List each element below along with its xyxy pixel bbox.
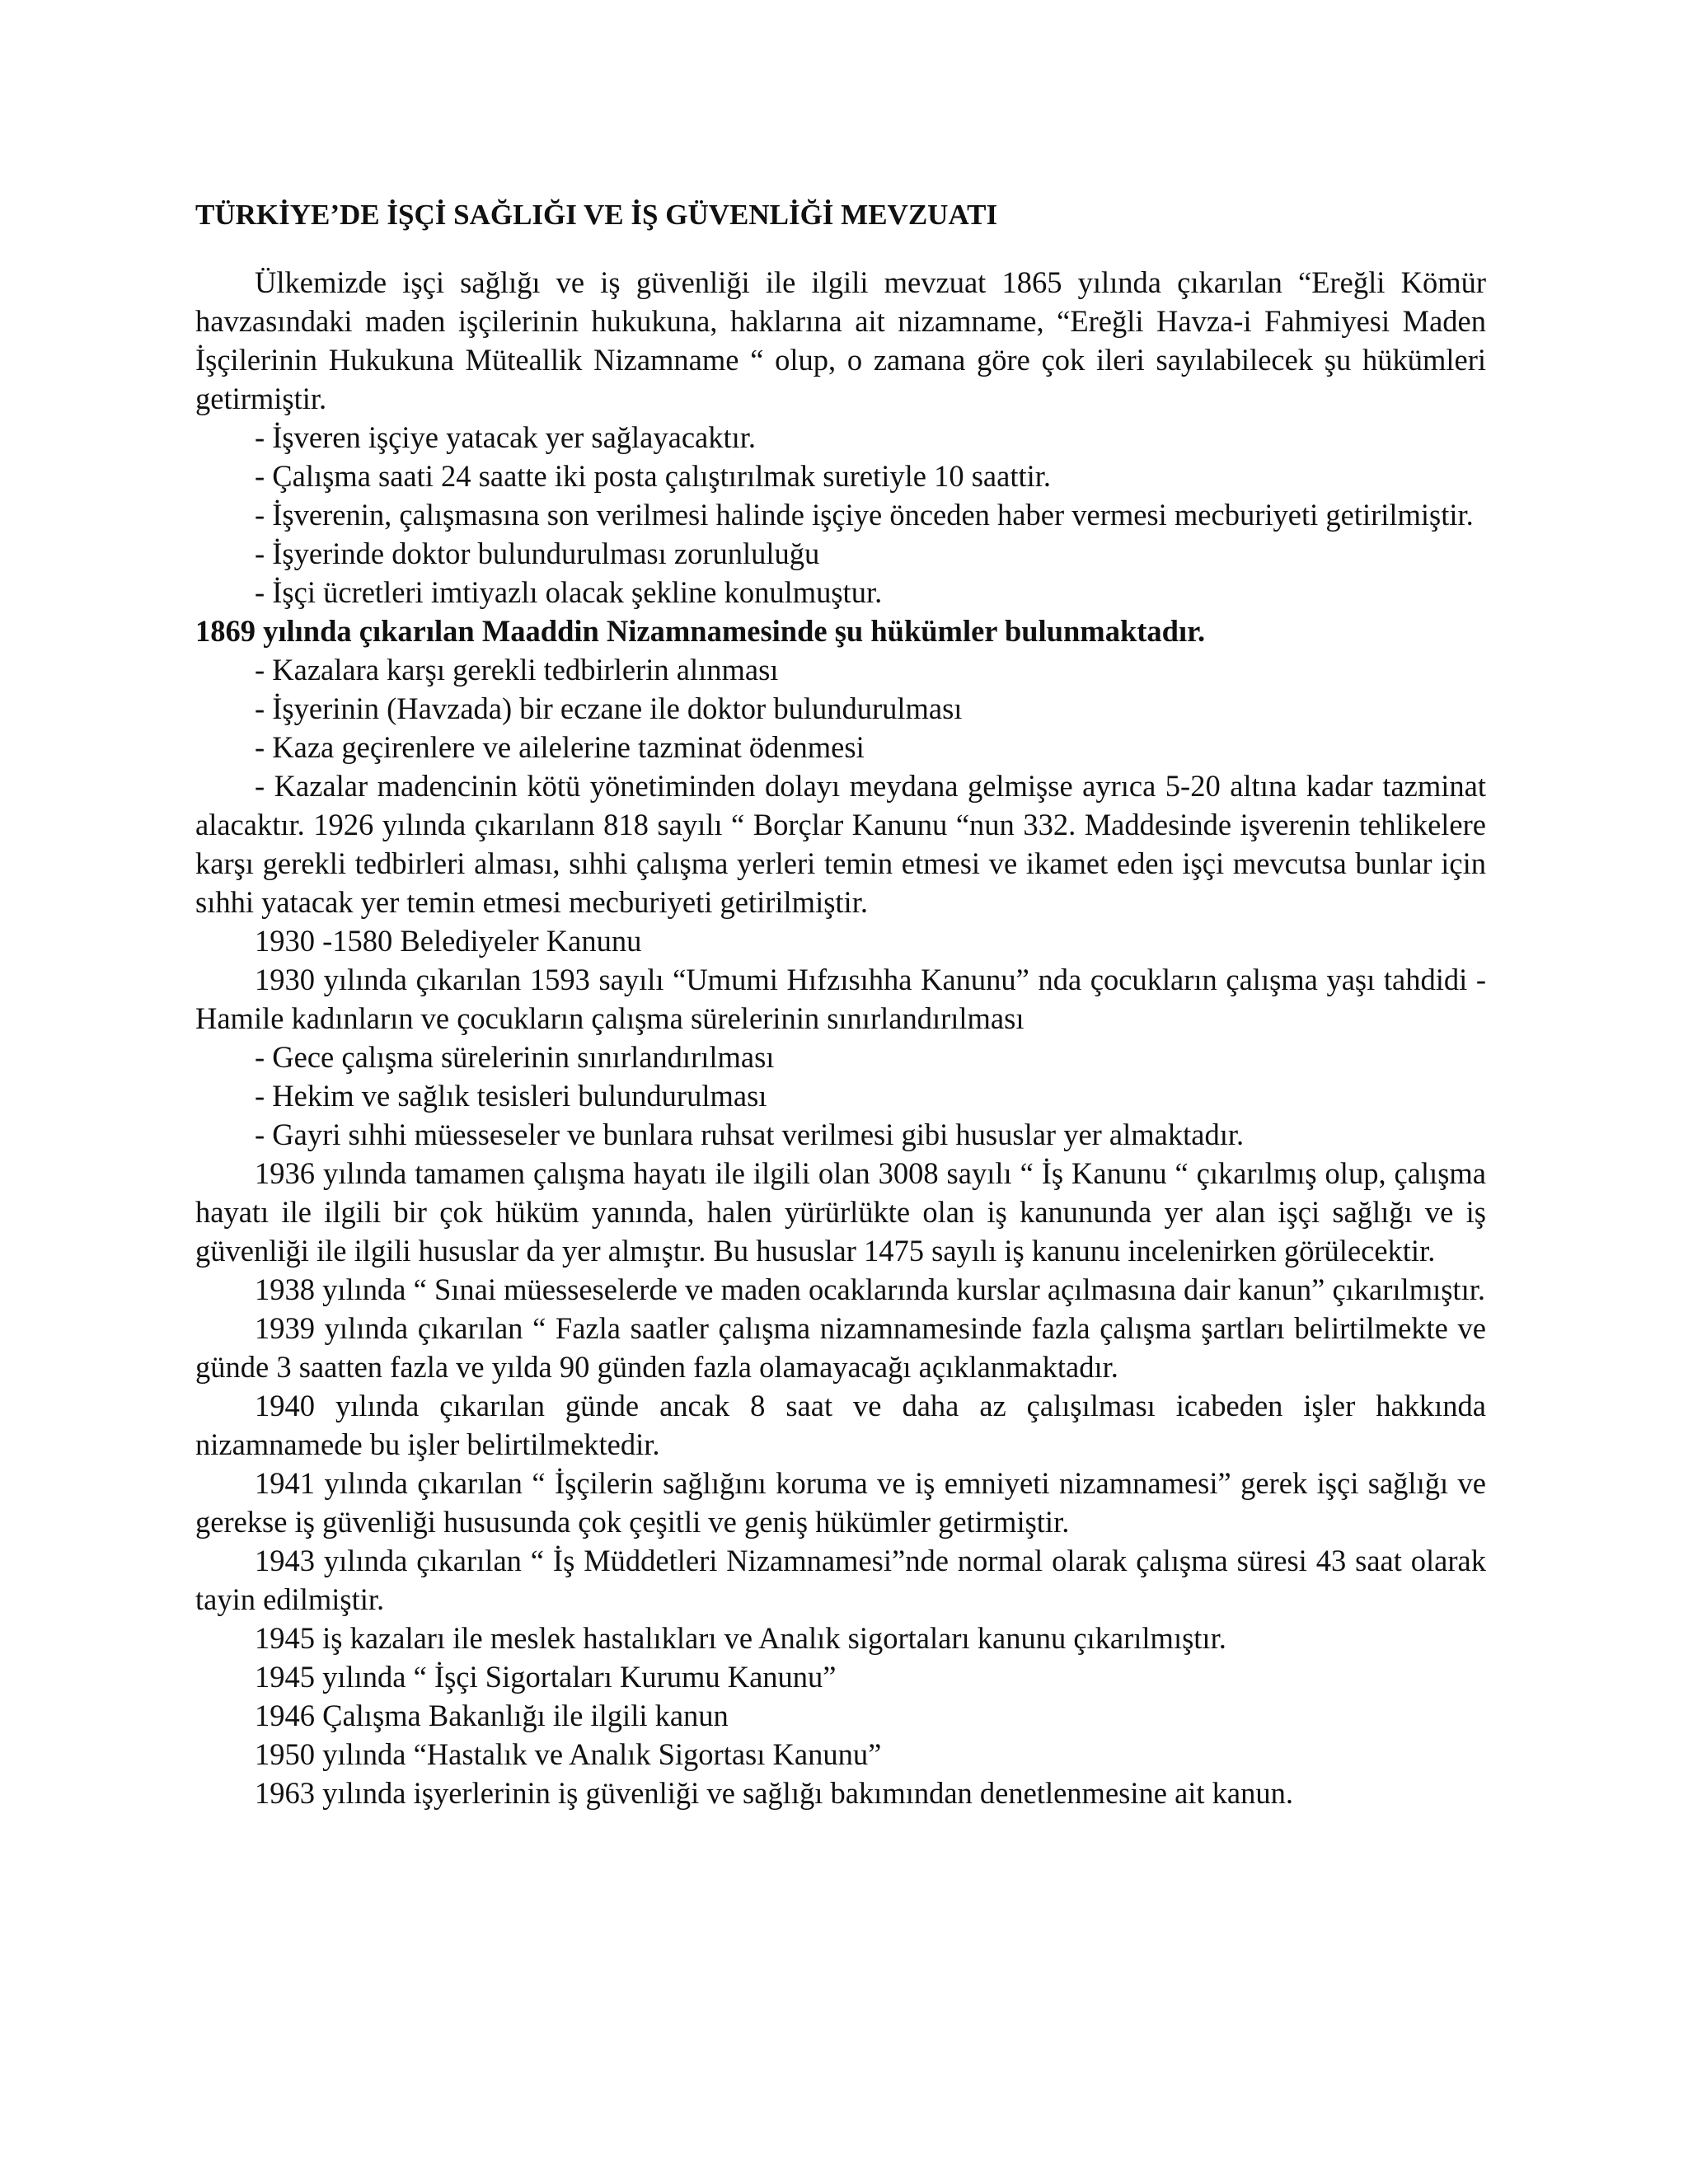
list-item: - Kaza geçirenlere ve ailelerine tazminat ödenmesi (255, 730, 865, 764)
paragraph-1930-belediyeler: 1930 -1580 Belediyeler Kanunu (255, 924, 642, 958)
paragraph-1946: 1946 Çalışma Bakanlığı ile ilgili kanun (255, 1699, 729, 1732)
paragraph-1945-kazalar: 1945 iş kazaları ile meslek hastalıkları ve Analık sigortaları kanunu çıkarılmıştır. (255, 1621, 1226, 1655)
paragraph-1963: 1963 yılında işyerlerinin iş güvenliği ve sağlığı bakımından denetlenmesine ait kanun. (255, 1776, 1293, 1810)
list-item: - Gayri sıhhi müesseseler ve bunlara ruhsat verilmesi gibi hususlar yer almaktadır. (255, 1118, 1245, 1151)
paragraph-1940: 1940 yılında çıkarılan günde ancak 8 saat ve daha az çalışılması icabeden işler hakkında nizamnamede bu işler belirtilmektedir. (195, 1389, 1486, 1461)
list-item: - Gece çalışma sürelerinin sınırlandırılması (255, 1040, 775, 1074)
list-item: - İşyerinde doktor bulundurulması zorunluluğu (255, 537, 820, 570)
list-item: - Çalışma saati 24 saatte iki posta çalıştırılmak suretiyle 10 saattir. (255, 459, 1052, 493)
paragraph-1936: 1936 yılında tamamen çalışma hayatı ile ilgili olan 3008 sayılı “ İş Kanunu “ çıkarılmış olup, çalışma hayatı ile ilgili bir çok hüküm yanında, halen yürürlükte olan iş kanununda yer alan işçi sağlığı ve iş güvenliği ile ilgili hususlar da yer almıştır. Bu hususlar 1475 sayılı iş kanunu incelenirken görülecektir. (195, 1156, 1486, 1268)
list-item: - İşyerinin (Havzada) bir eczane ile doktor bulundurulması (255, 691, 963, 725)
list-item: - İşçi ücretleri imtiyazlı olacak şekline konulmuştur. (255, 575, 883, 609)
list-item: - İşveren işçiye yatacak yer sağlayacaktır. (255, 420, 757, 454)
list-item: - Hekim ve sağlık tesisleri bulundurulması (255, 1079, 767, 1113)
paragraph-intro: Ülkemizde işçi sağlığı ve iş güvenliği ile ilgili mevzuat 1865 yılında çıkarılan “Ereğli Kömür havzasındaki maden işçilerinin hukukuna, haklarına ait nizamname, “Ereğli Havza-i Fahmiyesi Maden İşçilerinin Hukukuna Müteallik Nizamname “ olup, o zamana göre çok ileri sayılabilecek şu hükümleri getirmiştir. (195, 265, 1486, 415)
paragraph-1930-hifzisihha: 1930 yılında çıkarılan 1593 sayılı “Umumi Hıfzısıhha Kanunu” nda çocukların çalışma yaşı tahdidi - Hamile kadınların ve çocukların çalışma sürelerinin sınırlandırılması (195, 963, 1486, 1035)
paragraph-1945-sigortalar: 1945 yılında “ İşçi Sigortaları Kurumu Kanunu” (255, 1660, 837, 1694)
paragraph-1941: 1941 yılında çıkarılan “ İşçilerin sağlığını koruma ve iş emniyeti nizamnamesi” gerek işçi sağlığı ve gerekse iş güvenliği hususunda çok çeşitli ve geniş hükümler getirmiştir. (195, 1466, 1486, 1539)
paragraph-1943: 1943 yılında çıkarılan “ İş Müddetleri Nizamnamesi”nde normal olarak çalışma süresi 43 saat olarak tayin edilmiştir. (195, 1544, 1486, 1616)
paragraph-1939: 1939 yılında çıkarılan “ Fazla saatler çalışma nizamnamesinde fazla çalışma şartları belirtilmekte ve günde 3 saatten fazla ve yılda 90 günden fazla olamayacağı açıklanmaktadır. (195, 1311, 1486, 1384)
list-item: - İşverenin, çalışmasına son verilmesi halinde işçiye önceden haber vermesi mecburiyeti getirilmiştir. (255, 498, 1474, 532)
document-title: TÜRKİYE’DE İŞÇİ SAĞLIĞI VE İŞ GÜVENLİĞİ MEVZUATI (195, 199, 998, 231)
list-item: - Kazalara karşı gerekli tedbirlerin alınması (255, 653, 779, 687)
paragraph-1938: 1938 yılında “ Sınai müesseselerde ve maden ocaklarında kurslar açılmasına dair kanun” çıkarılmıştır. (255, 1272, 1485, 1306)
document-body (195, 185, 1486, 1812)
paragraph-1926: - Kazalar madencinin kötü yönetiminden dolayı meydana gelmişse ayrıca 5-20 altına kadar tazminat alacaktır. 1926 yılında çıkarılann 818 sayılı “ Borçlar Kanunu “nun 332. Maddesinde işverenin tehlikelere karşı gerekli tedbirleri alması, sıhhi çalışma yerleri temin etmesi ve ikamet eden işçi mevcutsa bunlar için sıhhi yatacak yer temin etmesi mecburiyeti getirilmiştir. (195, 769, 1486, 919)
section-heading-1869: 1869 yılında çıkarılan Maaddin Nizamnamesinde şu hükümler bulunmaktadır. (195, 614, 1206, 648)
paragraph-1950: 1950 yılında “Hastalık ve Analık Sigortası Kanunu” (255, 1737, 882, 1771)
